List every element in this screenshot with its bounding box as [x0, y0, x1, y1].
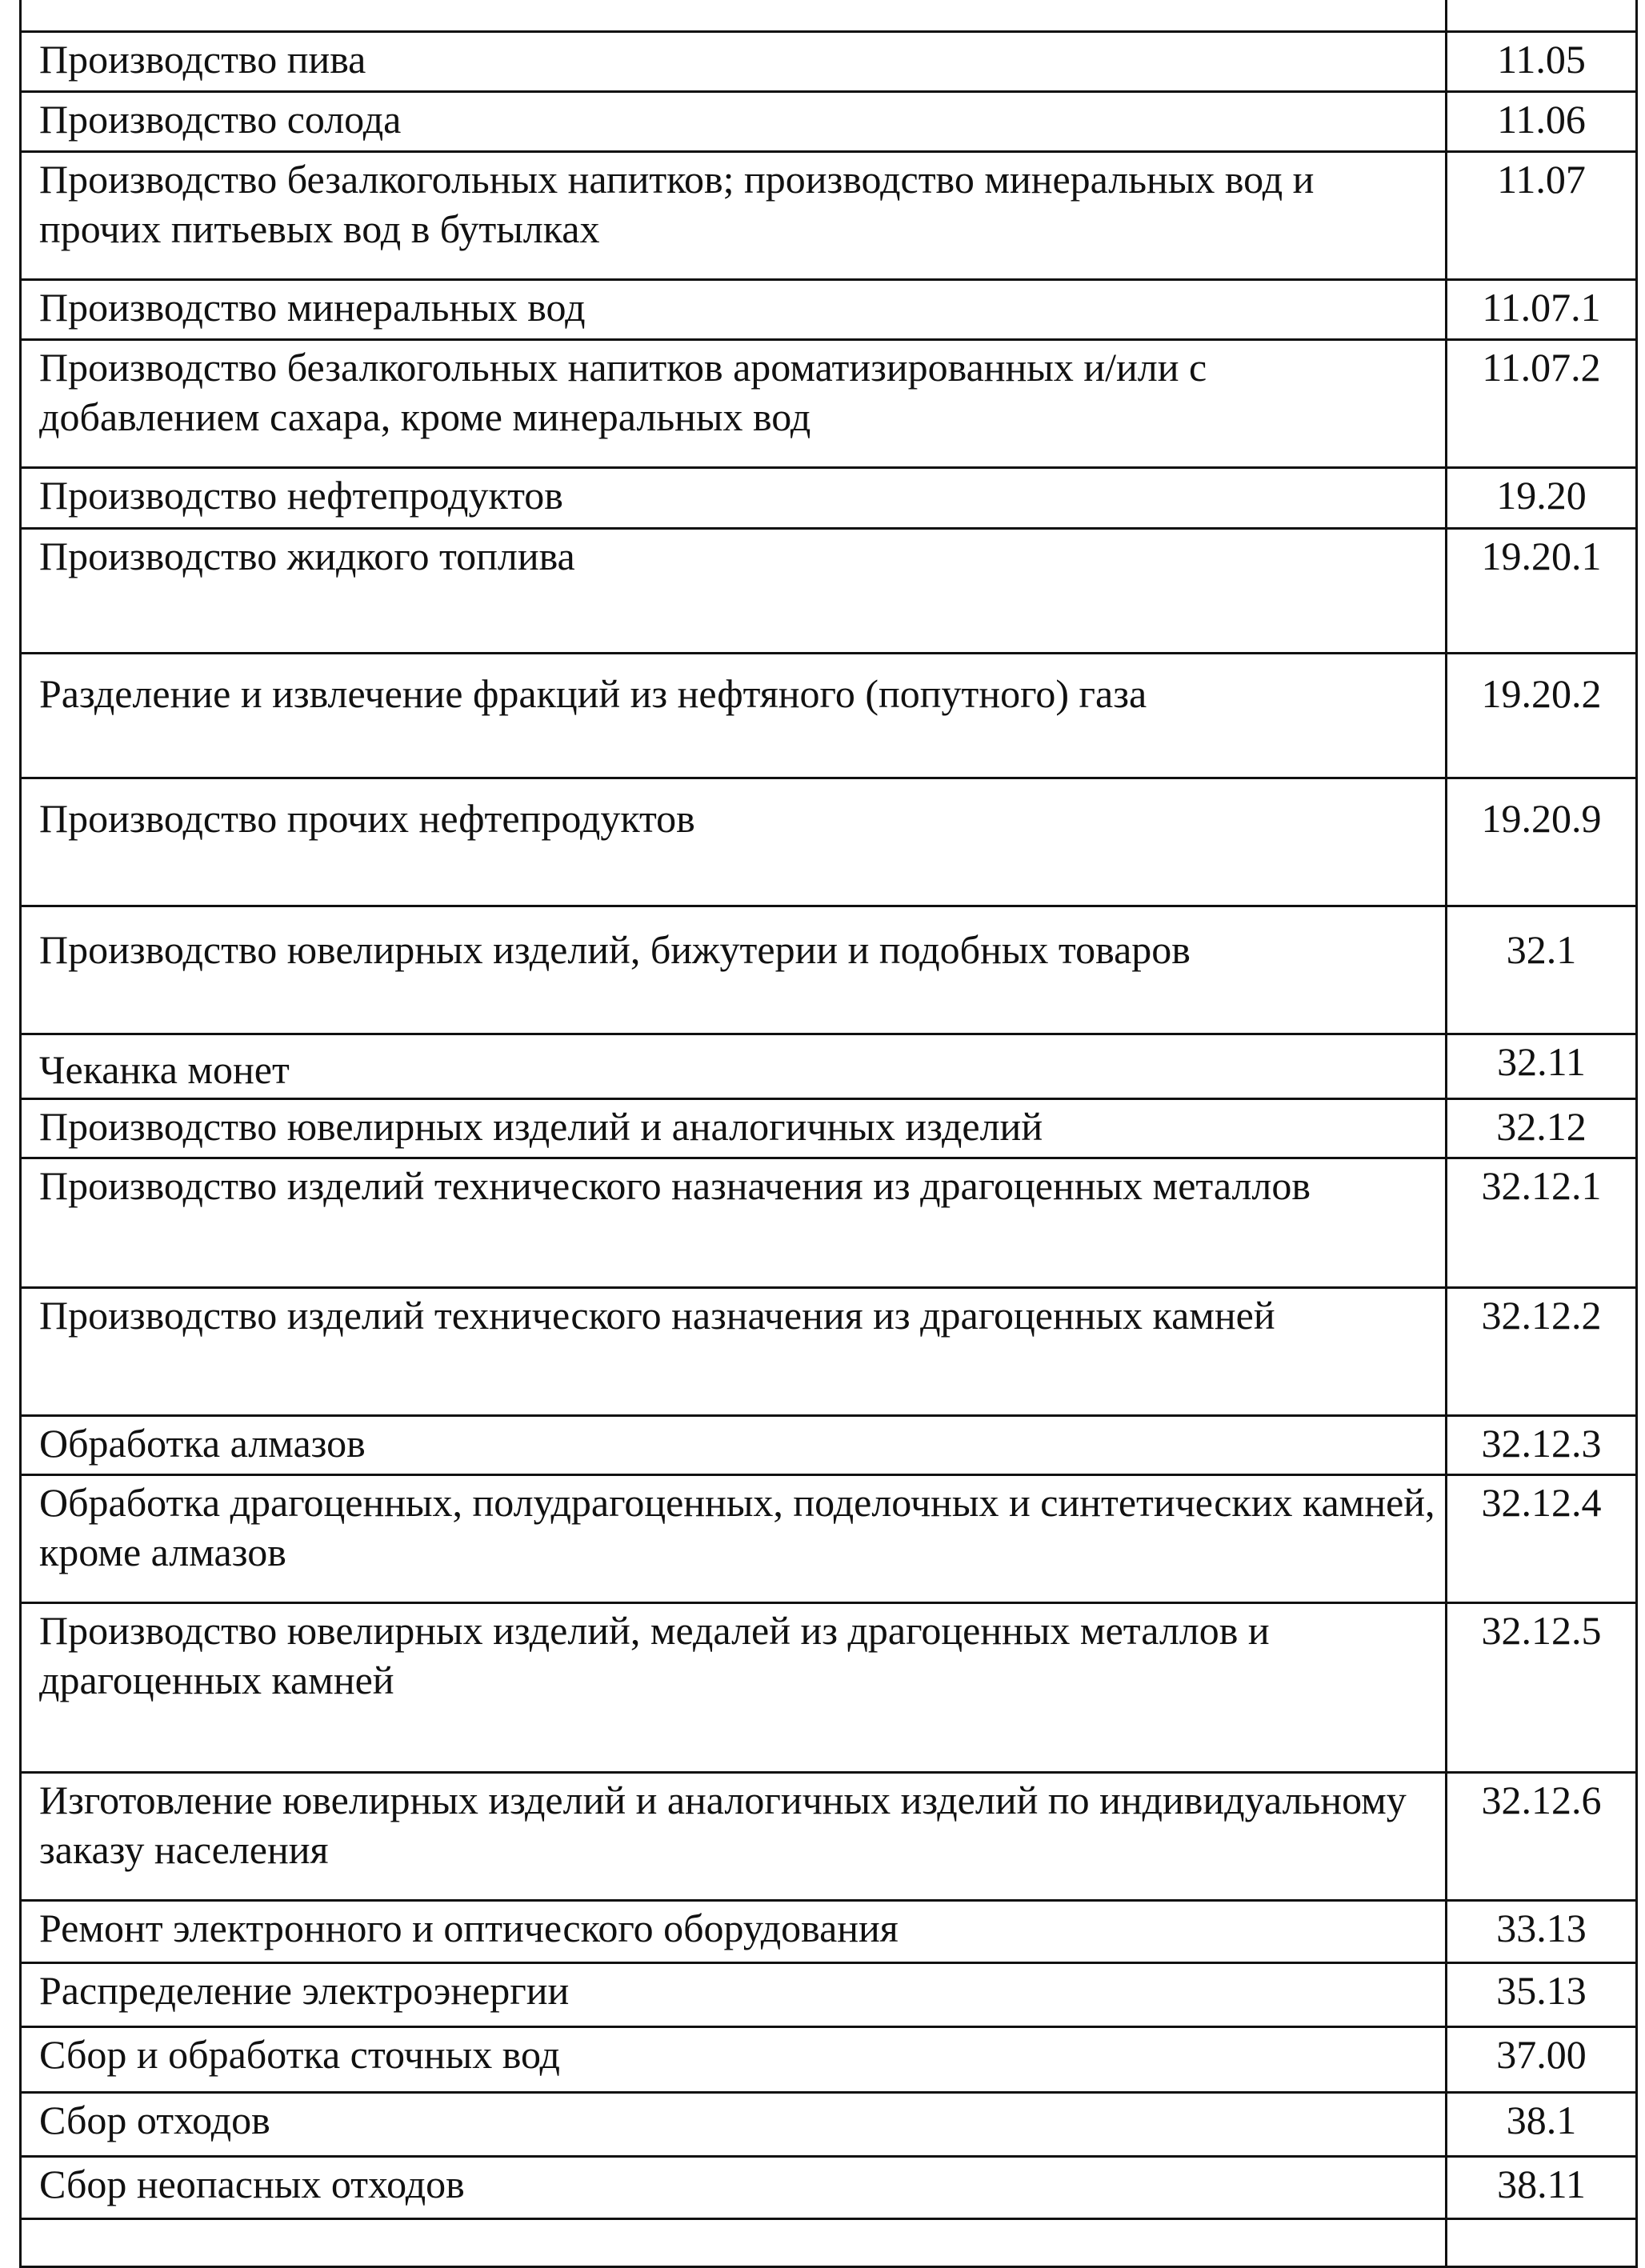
- activity-code-cell: 11.07: [1447, 152, 1637, 280]
- activity-name-cell: Сбор неопасных отходов: [21, 2157, 1447, 2219]
- table-row: [21, 1901, 1637, 1963]
- activity-name-cell: Производство изделий технического назначения из драгоценных камней: [21, 1288, 1447, 1416]
- table-row: [21, 1034, 1637, 1099]
- activity-name-cell: Сбор отходов: [21, 2093, 1447, 2157]
- activity-name-cell: Чеканка монет: [21, 1034, 1447, 1099]
- table-row: [21, 468, 1637, 529]
- activity-code-cell: 38.11: [1447, 2157, 1637, 2219]
- table-row: [21, 1963, 1637, 2027]
- activity-name-cell: Обработка алмазов: [21, 1416, 1447, 1475]
- table-row: [21, 1288, 1637, 1416]
- activity-name-cell: Ремонт электронного и оптического оборудования: [21, 1901, 1447, 1963]
- activity-code-cell: 32.12.6: [1447, 1773, 1637, 1901]
- activity-name-cell: Распределение электроэнергии: [21, 1963, 1447, 2027]
- activity-name-cell: Сбор и обработка сточных вод: [21, 2027, 1447, 2093]
- table-row: [21, 32, 1637, 92]
- activity-name-cell: Разделение и извлечение фракций из нефтяного (попутного) газа: [21, 654, 1447, 778]
- activity-code-cell: 35.13: [1447, 1963, 1637, 2027]
- activity-code-cell: 32.12: [1447, 1099, 1637, 1158]
- table-row: [21, 340, 1637, 468]
- table-row: [21, 1099, 1637, 1158]
- activity-code-cell: 32.12.2: [1447, 1288, 1637, 1416]
- activity-name-cell: Обработка драгоценных, полудрагоценных, поделочных и синтетических камней, кроме алмазов: [21, 1475, 1447, 1603]
- activity-code-cell: [1447, 0, 1637, 32]
- activity-code-cell: 38.1: [1447, 2093, 1637, 2157]
- table-row: [21, 654, 1637, 778]
- activity-name-cell: Производство прочих нефтепродуктов: [21, 778, 1447, 906]
- activity-name-cell: Производство солода: [21, 92, 1447, 152]
- activity-name-cell: Производство нефтепродуктов: [21, 468, 1447, 529]
- activity-code-cell: 32.12.3: [1447, 1416, 1637, 1475]
- activity-name-cell: Производство ювелирных изделий, бижутерии и подобных товаров: [21, 906, 1447, 1034]
- activity-code-cell: 19.20.2: [1447, 654, 1637, 778]
- table-row: [21, 1475, 1637, 1603]
- activity-code-cell: 19.20: [1447, 468, 1637, 529]
- activity-name-cell: [21, 2219, 1447, 2267]
- activity-code-cell: 32.11: [1447, 1034, 1637, 1099]
- table-row: [21, 1603, 1637, 1773]
- table-row: [21, 2093, 1637, 2157]
- activity-name-cell: Производство пива: [21, 32, 1447, 92]
- activity-name-cell: Производство безалкогольных напитков; производство минеральных вод и прочих питьевых вод в бутылках: [21, 152, 1447, 280]
- activity-name-cell: Производство минеральных вод: [21, 280, 1447, 340]
- activity-code-cell: 32.12.5: [1447, 1603, 1637, 1773]
- activity-code-cell: 11.07.2: [1447, 340, 1637, 468]
- activity-code-cell: 11.06: [1447, 92, 1637, 152]
- activity-code-cell: [1447, 2219, 1637, 2267]
- activity-code-cell: 11.07.1: [1447, 280, 1637, 340]
- table-row: [21, 2027, 1637, 2093]
- activity-codes-table: [19, 0, 1638, 2268]
- table-row: [21, 1773, 1637, 1901]
- activity-code-cell: 32.12.4: [1447, 1475, 1637, 1603]
- activity-name-cell: Производство безалкогольных напитков ароматизированных и/или с добавлением сахара, кроме минеральных вод: [21, 340, 1447, 468]
- activity-name-cell: Производство изделий технического назначения из драгоценных металлов: [21, 1158, 1447, 1288]
- table-row: [21, 280, 1637, 340]
- table-row: [21, 1158, 1637, 1288]
- activity-name-cell: Изготовление ювелирных изделий и аналогичных изделий по индивидуальному заказу населения: [21, 1773, 1447, 1901]
- activity-code-cell: 32.12.1: [1447, 1158, 1637, 1288]
- activity-code-cell: 11.05: [1447, 32, 1637, 92]
- table-row: [21, 778, 1637, 906]
- table-row: [21, 92, 1637, 152]
- activity-code-cell: 32.1: [1447, 906, 1637, 1034]
- table-row: [21, 2157, 1637, 2219]
- activity-name-cell: Производство жидкого топлива: [21, 529, 1447, 654]
- activity-code-cell: 19.20.9: [1447, 778, 1637, 906]
- activity-code-cell: 33.13: [1447, 1901, 1637, 1963]
- table-row: [21, 2219, 1637, 2267]
- table-row: [21, 906, 1637, 1034]
- activity-code-cell: 19.20.1: [1447, 529, 1637, 654]
- table-row: [21, 0, 1637, 32]
- activity-code-cell: 37.00: [1447, 2027, 1637, 2093]
- activity-name-cell: [21, 0, 1447, 32]
- table-row: [21, 152, 1637, 280]
- table-row: [21, 1416, 1637, 1475]
- activity-name-cell: Производство ювелирных изделий, медалей из драгоценных металлов и драгоценных камней: [21, 1603, 1447, 1773]
- table-row: [21, 529, 1637, 654]
- activity-name-cell: Производство ювелирных изделий и аналогичных изделий: [21, 1099, 1447, 1158]
